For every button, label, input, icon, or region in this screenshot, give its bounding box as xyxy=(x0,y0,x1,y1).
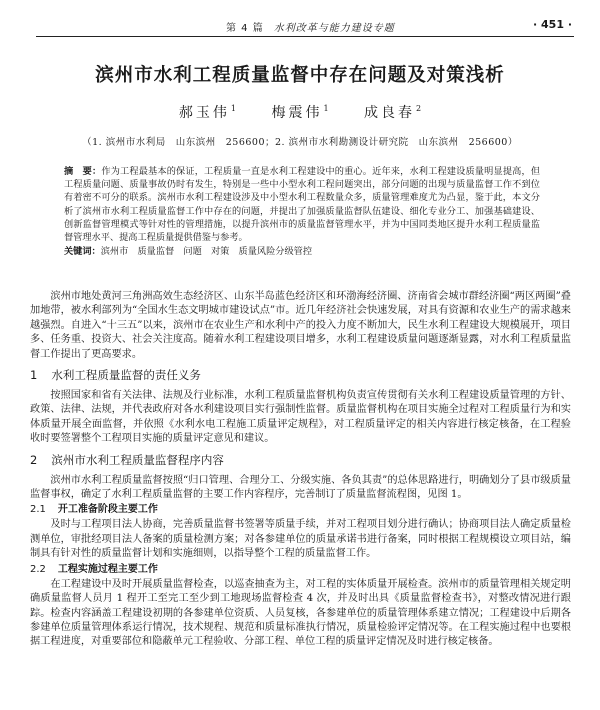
abstract-label: 摘 要： xyxy=(64,166,102,177)
subsection-heading-2-1: 2.1 开工准备阶段主要工作 xyxy=(30,504,158,516)
subsection-2-2-paragraph: 在工程建设中及时开展质量监督检查，以巡查抽查为主，对工程的实体质量开展检查。滨州市的质量管理相关规定明确质量监督人员月 1 程开工至完工至少到工地现场监督检查 4 次，并及时出具《质量监督检查书》，对整改情况进行跟踪。检查内容涵盖工程建设初期的各参建单位资质、人员复核，各参建单位的质量管理体系建立情况；工程建设中后期各参建单位质量管理体系运行情况，技术规程、规范和质量标准执行情况，质量检验评定情况等。在工程实施过程中也要根据工程进度，对重要部位和隐蔽单元工程验收、分部工程、单位工程的质量评定情况及时进行核定核备。 xyxy=(30,578,571,648)
subsection-2-1-paragraph: 及时与工程项目法人协商，完善质量监督书签署等质量手续，并对工程项目划分进行确认；协商项目法人确定质量检测单位，审批经项目法人备案的质量检测方案；对各参建单位的质量承诺书进行备案，同时根据工程规模设立项目站，编制具有针对性的质量监督计划和实施细则，以指导整个工程的质量监督工作。 xyxy=(30,519,571,560)
running-header-section xyxy=(226,19,395,34)
author-list xyxy=(0,102,600,122)
keywords-label: 关键词： xyxy=(64,246,101,258)
section-heading-1: 1 水利工程质量监督的责任义务 xyxy=(30,368,201,383)
section-heading-2: 2 滨州市水利工程质量监督程序内容 xyxy=(30,452,224,467)
abstract-body xyxy=(64,165,540,244)
section-label: 第 4 篇 xyxy=(226,23,264,34)
affiliation: （1. 滨州市水利局 山东滨州 256600；2. 滨州市水利勘测设计研究院 山东滨州 256600） xyxy=(82,137,518,148)
running-header xyxy=(36,14,574,37)
author: 梅震伟$^1$ xyxy=(271,104,329,121)
subsection-heading-2-2: 2.2 工程实施过程主要工作 xyxy=(30,563,158,575)
author: 郝玉伟$^1$ xyxy=(178,104,236,121)
section-1-paragraph: 按照国家和省有关法律、法规及行业标准，水利工程质量监督机构负责宣传贯彻有关水利工程建设质量管理的方针、政策、法律、法规，并代表政府对各水利建设项目实行强制性监督。质量监督机构在项目实施全过程对工程质量行为和实体质量开展全面监督，并依照《水利水电工程施工质量评定规程》，对工程质量评定的相关内容进行核定核备，在工程验收时要签署整个工程项目实施的质量评定意见和建议。 xyxy=(30,390,571,445)
intro-paragraph: 滨州市地处黄河三角洲高效生态经济区、山东半岛蓝色经济区和环渤海经济圈、济南省会城市群经济圈“两区两圈”叠加地带，被水利部列为“全国水生态文明城市建设试点”市。近几年经济社会快速发展，对具有资源和农业生产的需求越来越强烈。自进入“十三五”以来，滨州市在农业生产和水利中产的投入力度不断加大，民生水利工程建设大规模展开，项目多、任务重、投资大、社会关注度高。随着水利工程建设项目增多，水利工程建设质量问题逐渐显露，对水利工程质量监督工作提出了更高要求。 xyxy=(30,291,571,360)
paper-title: 滨州市水利工程质量监督中存在问题及对策浅析 xyxy=(95,65,505,86)
section-title: 水利改革与能力建设专题 xyxy=(273,23,395,34)
section-2-paragraph: 滨州市水利工程质量监督按照“归口管理、合理分工、分级实施、各负其责”的总体思路进行，明确划分了县市级质量监督事权，确定了水利工程质量监督的主要工作内容程序，完善制订了质量监督流程图，见图 1。 xyxy=(30,474,571,501)
abstract-text: 作为工程最基本的保证，工程质量一直是水利工程建设中的重心。近年来，水利工程建设质量明显提高，但工程质量问题、质量事故仍时有发生，特别是一些中小型水利工程问题突出，部分问题的出现与质量监督工作不到位有着密不可分的联系。滨州市水利工程建设涉及中小型水利工程数量众多，质量管理难度尤为凸显，鉴于此，本文分析了滨州市水利工程质量监督工作中存在的问题，并提出了加强质量监督队伍建设、细化专业分工、加强基础建设、创新监督管理模式等针对性的管理措施，以提升滨州市的质量监督管理水平，并为中国同类地区提升水利工程质量监督管理水平、提高工程质量提供借鉴与参考。 xyxy=(64,166,541,244)
author: 成良春$^2$ xyxy=(364,104,422,121)
abstract xyxy=(64,165,540,258)
page-number: · 451 · xyxy=(533,18,572,31)
keywords-text: 滨州市 质量监督 问题 对策 质量风险分级管控 xyxy=(100,246,313,258)
keywords xyxy=(64,245,540,258)
main-text xyxy=(30,290,571,650)
